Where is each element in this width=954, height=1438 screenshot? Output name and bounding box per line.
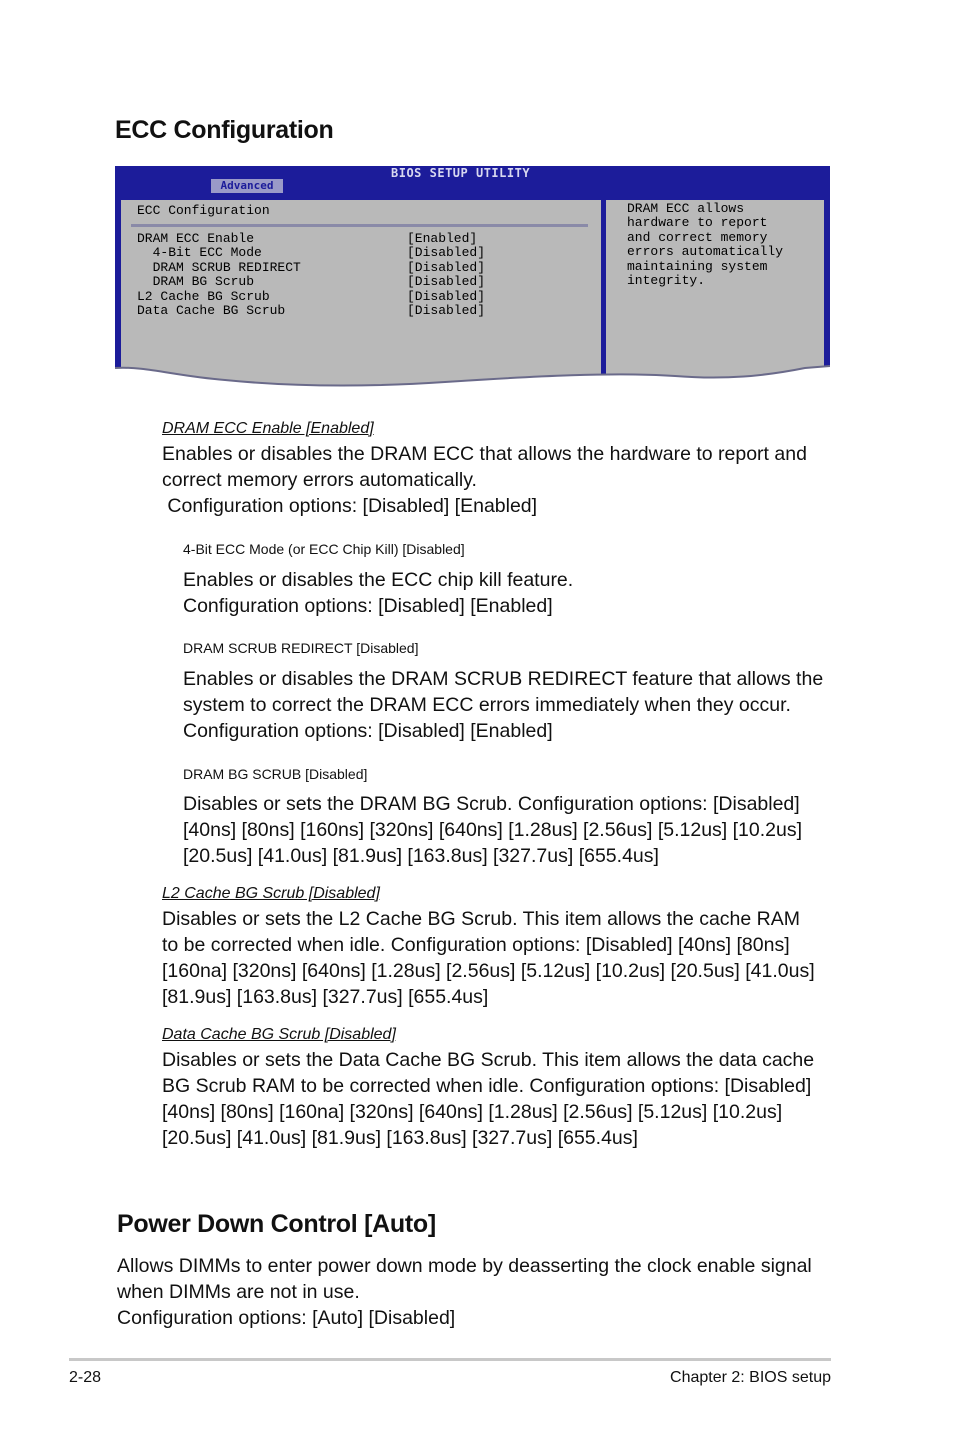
bios-value-dram-scrub-redirect[interactable]: [Disabled]	[407, 259, 486, 275]
chapter-label: Chapter 2: BIOS setup	[670, 1369, 831, 1386]
power-down-control-description	[117, 1253, 812, 1331]
bios-help-line: DRAM ECC allows	[627, 201, 745, 216]
dram-scrub-redirect-heading: DRAM SCRUB REDIRECT [Disabled]	[183, 640, 419, 656]
description-line: Allows DIMMs to enter power down mode by deasserting the clock enable signal	[117, 1255, 812, 1277]
description-line: Disables or sets the Data Cache BG Scrub. This item allows the data cache	[162, 1049, 815, 1071]
description-line: [81.9us] [163.8us] [327.7us] [655.4us]	[162, 986, 489, 1008]
description-line: Disables or sets the DRAM BG Scrub. Configuration options: [Disabled]	[183, 793, 800, 815]
description-line: Configuration options: [Auto] [Disabled]	[117, 1307, 456, 1329]
description-line: Disables or sets the L2 Cache BG Scrub. This item allows the cache RAM	[162, 908, 800, 930]
bios-divider	[131, 224, 588, 227]
description-line: Enables or disables the DRAM SCRUB REDIRECT feature that allows the	[183, 668, 824, 690]
4bit-ecc-mode-heading: 4-Bit ECC Mode (or ECC Chip Kill) [Disabled]	[183, 541, 465, 557]
description-line: [20.5us] [41.0us] [81.9us] [163.8us] [327.7us] [655.4us]	[183, 845, 659, 867]
description-line: Configuration options: [Disabled] [Enabled]	[183, 720, 553, 742]
description-line: to be corrected when idle. Configuration options: [Disabled] [40ns] [80ns]	[162, 934, 790, 956]
bios-help-line: hardware to report	[627, 215, 768, 231]
description-line: Configuration options: [Disabled] [Enabled]	[162, 495, 538, 517]
power-down-control-heading: Power Down Control [Auto]	[117, 1210, 436, 1238]
bios-tab-advanced[interactable]: Advanced	[211, 179, 283, 193]
ecc-configuration-heading: ECC Configuration	[115, 116, 334, 144]
description-line: [40ns] [80ns] [160ns] [320ns] [640ns] [1.28us] [2.56us] [5.12us] [10.2us]	[183, 819, 803, 841]
torn-edge-graphic	[115, 362, 830, 394]
bios-help-line: errors automatically	[627, 244, 784, 260]
description-line: [160na] [320ns] [640ns] [1.28us] [2.56us] [5.12us] [10.2us] [20.5us] [41.0us]	[162, 960, 815, 982]
bios-item-dram-scrub-redirect[interactable]: DRAM SCRUB REDIRECT	[137, 259, 301, 275]
bios-help-line: maintaining system	[627, 258, 768, 274]
bios-help-line: and correct memory	[627, 229, 768, 245]
bios-item-4bit-ecc-mode[interactable]: 4-Bit ECC Mode	[137, 245, 262, 261]
data-cache-bg-scrub-heading: Data Cache BG Scrub [Disabled]	[162, 1026, 396, 1043]
footer-divider	[69, 1358, 831, 1361]
description-line: [20.5us] [41.0us] [81.9us] [163.8us] [327.7us] [655.4us]	[162, 1127, 638, 1149]
bios-screenshot	[115, 166, 830, 394]
description-line: BG Scrub RAM to be corrected when idle. Configuration options: [Disabled]	[162, 1075, 812, 1097]
bios-value-l2-cache-bg-scrub[interactable]: [Disabled]	[407, 288, 486, 304]
description-line: Configuration options: [Disabled] [Enabled]	[183, 595, 553, 617]
dram-ecc-enable-description	[162, 441, 807, 519]
description-line: system to correct the DRAM ECC errors immediately when they occur.	[183, 694, 791, 716]
bios-item-dram-bg-scrub[interactable]: DRAM BG Scrub	[137, 274, 255, 290]
dram-ecc-enable-heading: DRAM ECC Enable [Enabled]	[162, 420, 374, 437]
description-line: Enables or disables the DRAM ECC that allows the hardware to report and	[162, 443, 807, 465]
bios-panel-title: ECC Configuration	[137, 203, 270, 218]
bios-value-dram-bg-scrub[interactable]: [Disabled]	[407, 274, 486, 290]
4bit-ecc-mode-description	[183, 567, 573, 619]
bios-value-dram-ecc-enable[interactable]: [Enabled]	[407, 231, 478, 246]
description-line: correct memory errors automatically.	[162, 469, 477, 491]
bios-value-data-cache-bg-scrub[interactable]: [Disabled]	[407, 303, 486, 318]
bios-help-line: integrity.	[627, 273, 706, 288]
l2-cache-bg-scrub-heading: L2 Cache BG Scrub [Disabled]	[162, 885, 380, 902]
page-number: 2-28	[69, 1369, 102, 1386]
description-line: Enables or disables the ECC chip kill feature.	[183, 569, 574, 591]
description-line: when DIMMs are not in use.	[117, 1281, 360, 1303]
bios-item-dram-ecc-enable[interactable]: DRAM ECC Enable	[137, 231, 255, 246]
description-line: [40ns] [80ns] [160na] [320ns] [640ns] [1.28us] [2.56us] [5.12us] [10.2us]	[162, 1101, 783, 1123]
data-cache-bg-scrub-description	[162, 1047, 814, 1151]
bios-header-text: BIOS SETUP UTILITY	[391, 166, 531, 180]
bios-item-data-cache-bg-scrub[interactable]: Data Cache BG Scrub	[137, 303, 286, 318]
bios-item-l2-cache-bg-scrub[interactable]: L2 Cache BG Scrub	[137, 288, 270, 304]
l2-cache-bg-scrub-description	[162, 906, 815, 1010]
dram-scrub-redirect-description	[183, 666, 823, 744]
bios-value-4bit-ecc-mode[interactable]: [Disabled]	[407, 245, 486, 261]
dram-bg-scrub-heading: DRAM BG SCRUB [Disabled]	[183, 766, 368, 782]
dram-bg-scrub-description	[183, 791, 802, 869]
